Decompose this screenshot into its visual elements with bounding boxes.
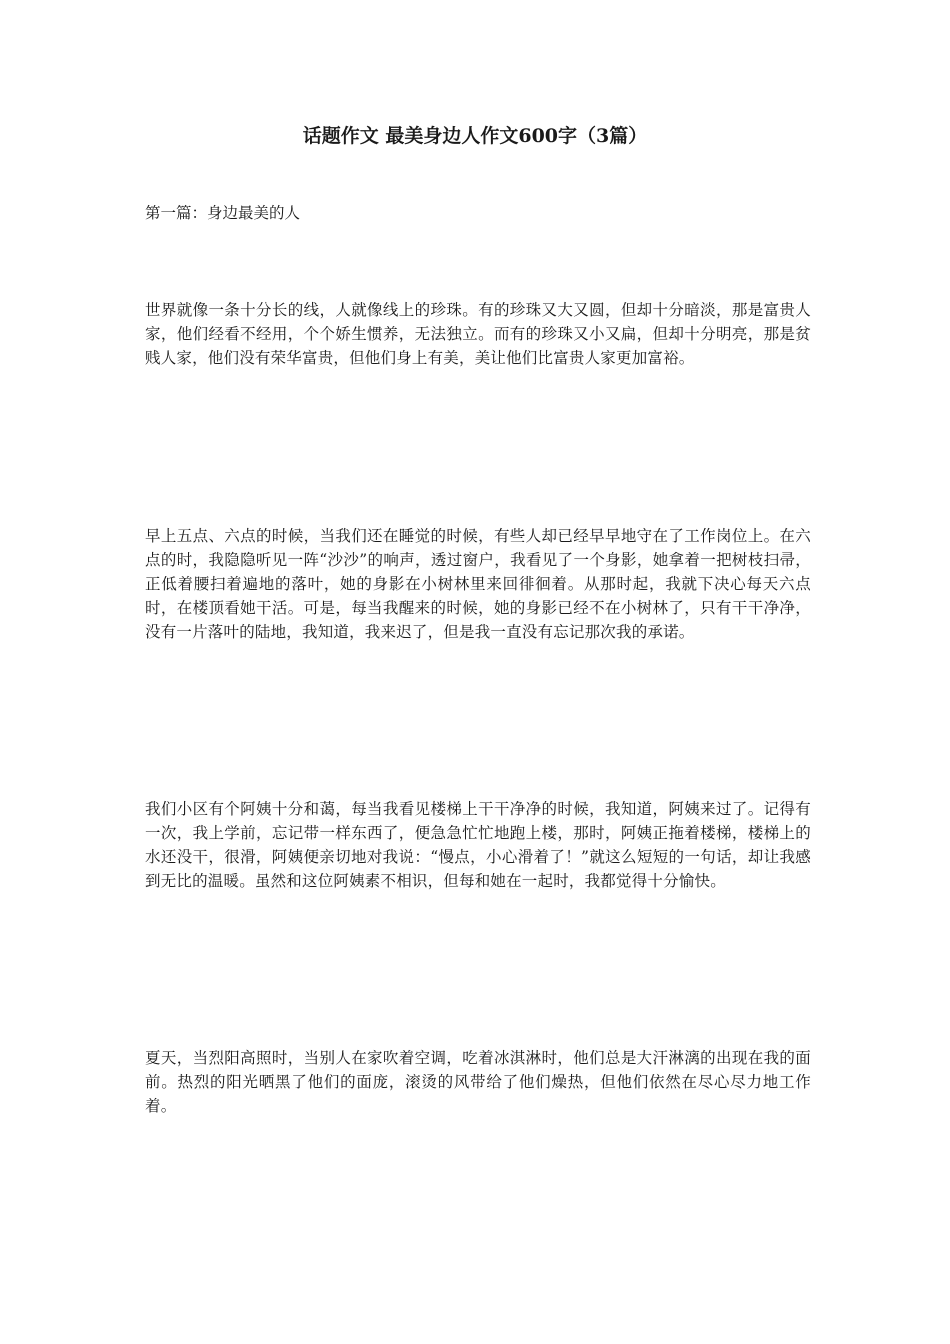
paragraph-1: 世界就像一条十分长的线，人就像线上的珍珠。有的珍珠又大又圆，但却十分暗淡，那是富贵人家，他们经看不经用，个个娇生惯养，无法独立。而有的珍珠又小又扁，但却十分明亮，那是贫贱人家，他们没有荣华富贵，但他们身上有美，美让他们比富贵人家更加富裕。 — [145, 301, 811, 367]
paragraph-3: 我们小区有个阿姨十分和蔼，每当我看见楼梯上干干净净的时候，我知道，阿姨来过了。记得有一次，我上学前，忘记带一样东西了，便急急忙忙地跑上楼，那时，阿姨正拖着楼梯，楼梯上的水还没干，很滑，阿姨便亲切地对我说：“慢点，小心滑着了！”就这么短短的一句话，却让我感到无比的温暖。虽然和这位阿姨素不相识，但每和她在一起时，我都觉得十分愉快。 — [145, 800, 811, 890]
document-title: 话题作文 最美身边人作文600字（3篇） — [302, 125, 648, 147]
section-heading: 第一篇：身边最美的人 — [145, 204, 301, 222]
paragraph-4: 夏天，当烈阳高照时，当别人在家吹着空调，吃着冰淇淋时，他们总是大汗淋漓的出现在我的面前。热烈的阳光晒黑了他们的面庞，滚烫的风带给了他们燥热，但他们依然在尽心尽力地工作着。 — [145, 1049, 811, 1115]
paragraph-2: 早上五点、六点的时候，当我们还在睡觉的时候，有些人却已经早早地守在了工作岗位上。在六点的时，我隐隐听见一阵“沙沙”的响声，透过窗户，我看见了一个身影，她拿着一把树枝扫帚，正低着腰扫着遍地的落叶，她的身影在小树林里来回徘徊着。从那时起，我就下决心每天六点时，在楼顶看她干活。可是，每当我醒来的时候，她的身影已经不在小树林了，只有干干净净，没有一片落叶的陆地，我知道，我来迟了，但是我一直没有忘记那次我的承诺。 — [145, 527, 811, 641]
